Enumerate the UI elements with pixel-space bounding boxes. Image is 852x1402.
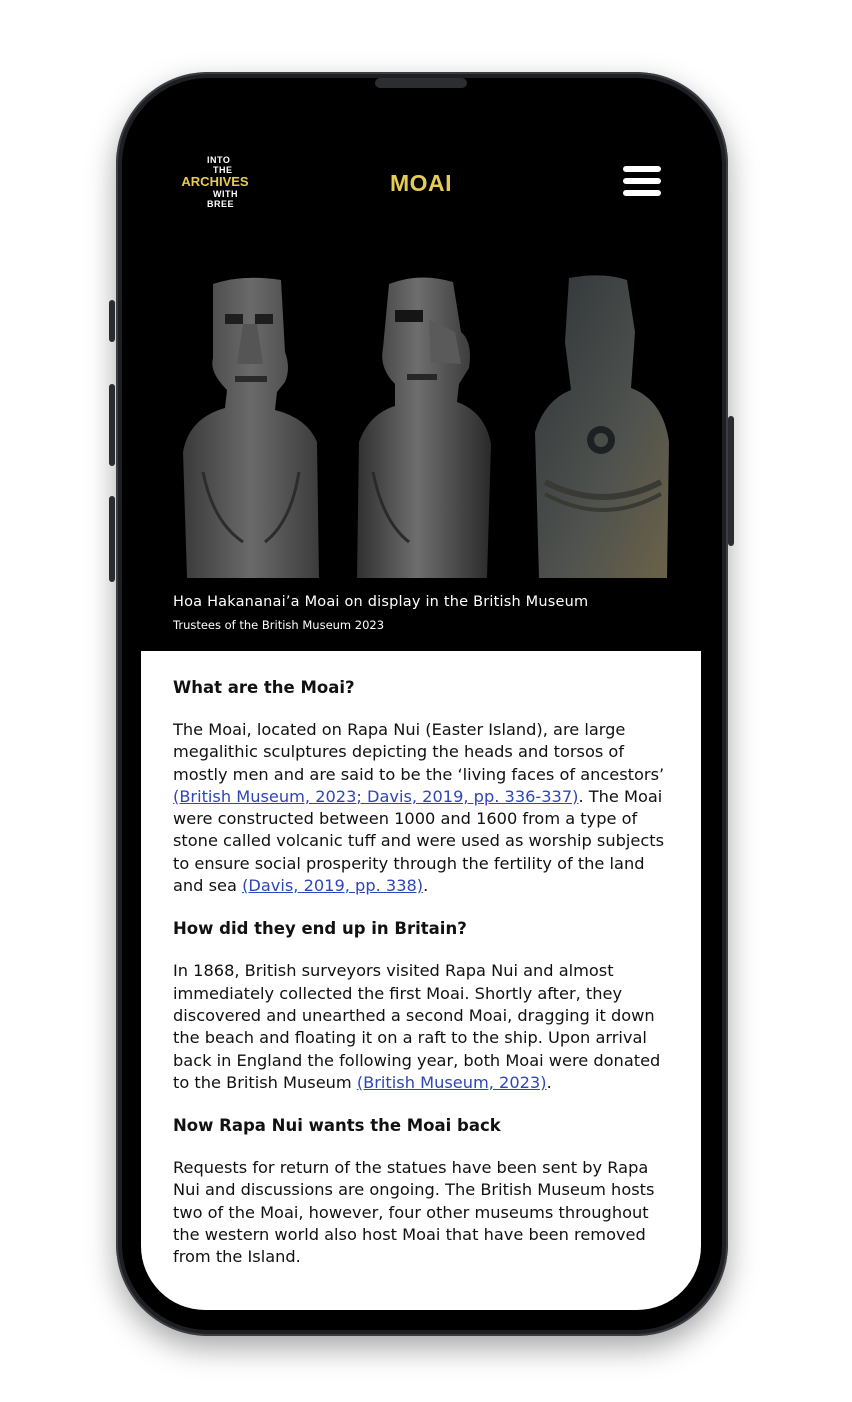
moai-statues-image: [173, 272, 669, 578]
silent-switch: [109, 300, 115, 342]
paragraph-text: .: [423, 876, 429, 896]
site-logo[interactable]: [175, 155, 255, 209]
paragraph-text: .: [546, 1072, 552, 1092]
image-credit: Trustees of the British Museum 2023: [173, 618, 385, 632]
section-paragraph: [173, 719, 673, 897]
article-content: [141, 651, 701, 1310]
phone-screen: [141, 100, 701, 1310]
moai-hero-image: [173, 272, 669, 578]
image-caption: [173, 594, 673, 632]
volume-down-button: [109, 496, 115, 582]
citation-link[interactable]: Davis, 2019, pp. 336-337): [367, 786, 579, 806]
power-button: [728, 416, 734, 546]
logo-line-the: THE: [213, 165, 233, 175]
paragraph-text: . The Moai were constructed between 1000 and 1600 from a type of stone called volcanic tuff and were used as worship subjects to ensure social prosperity through the fertility of the land and sea: [173, 786, 665, 896]
citation-separator[interactable]: ;: [356, 786, 367, 806]
caption-text: Hoa Hakananai’a Moai on display in the British Museum: [173, 594, 589, 610]
section-paragraph: [173, 960, 673, 1094]
logo-line-with: WITH: [213, 189, 238, 199]
logo-line-into: INTO: [207, 155, 231, 165]
section-heading: How did they end up in Britain?: [173, 919, 467, 939]
paragraph-text: In 1868, British surveyors visited Rapa Nui and almost immediately collected the first Moai. Shortly after, they discovered and unearthed a second Moai, dragging it down the beach and floating it on a raft to the ship. Upon arrival back in England the following year, both Moai were donated to the British Museum: [173, 961, 661, 1092]
section-heading: Now Rapa Nui wants the Moai back: [173, 1116, 501, 1136]
volume-up-button: [109, 384, 115, 466]
citation-link[interactable]: (Davis, 2019, pp. 338): [242, 876, 424, 896]
logo-line-archives: ARCHIVES: [181, 174, 249, 189]
hamburger-menu-icon[interactable]: [623, 166, 661, 196]
section-paragraph: Requests for return of the statues have been sent by Rapa Nui and discussions are ongoing. The British Museum hosts two of the Moai, however, four other museums throughout the western world also host Moai that have been removed from the Island.: [173, 1158, 655, 1267]
page-title: MOAI: [389, 170, 453, 196]
site-header: [141, 100, 701, 270]
logo-line-bree: BREE: [207, 199, 235, 209]
section-heading: What are the Moai?: [173, 678, 355, 697]
citation-link[interactable]: (British Museum, 2023): [356, 1072, 547, 1092]
earpiece-speaker: [375, 78, 467, 88]
citation-link[interactable]: (British Museum, 2023: [173, 786, 357, 806]
paragraph-text: The Moai, located on Rapa Nui (Easter Island), are large megalithic sculptures depicting the heads and torsos of mostly men and are said to be the ‘living faces of ancestors’: [173, 720, 665, 784]
